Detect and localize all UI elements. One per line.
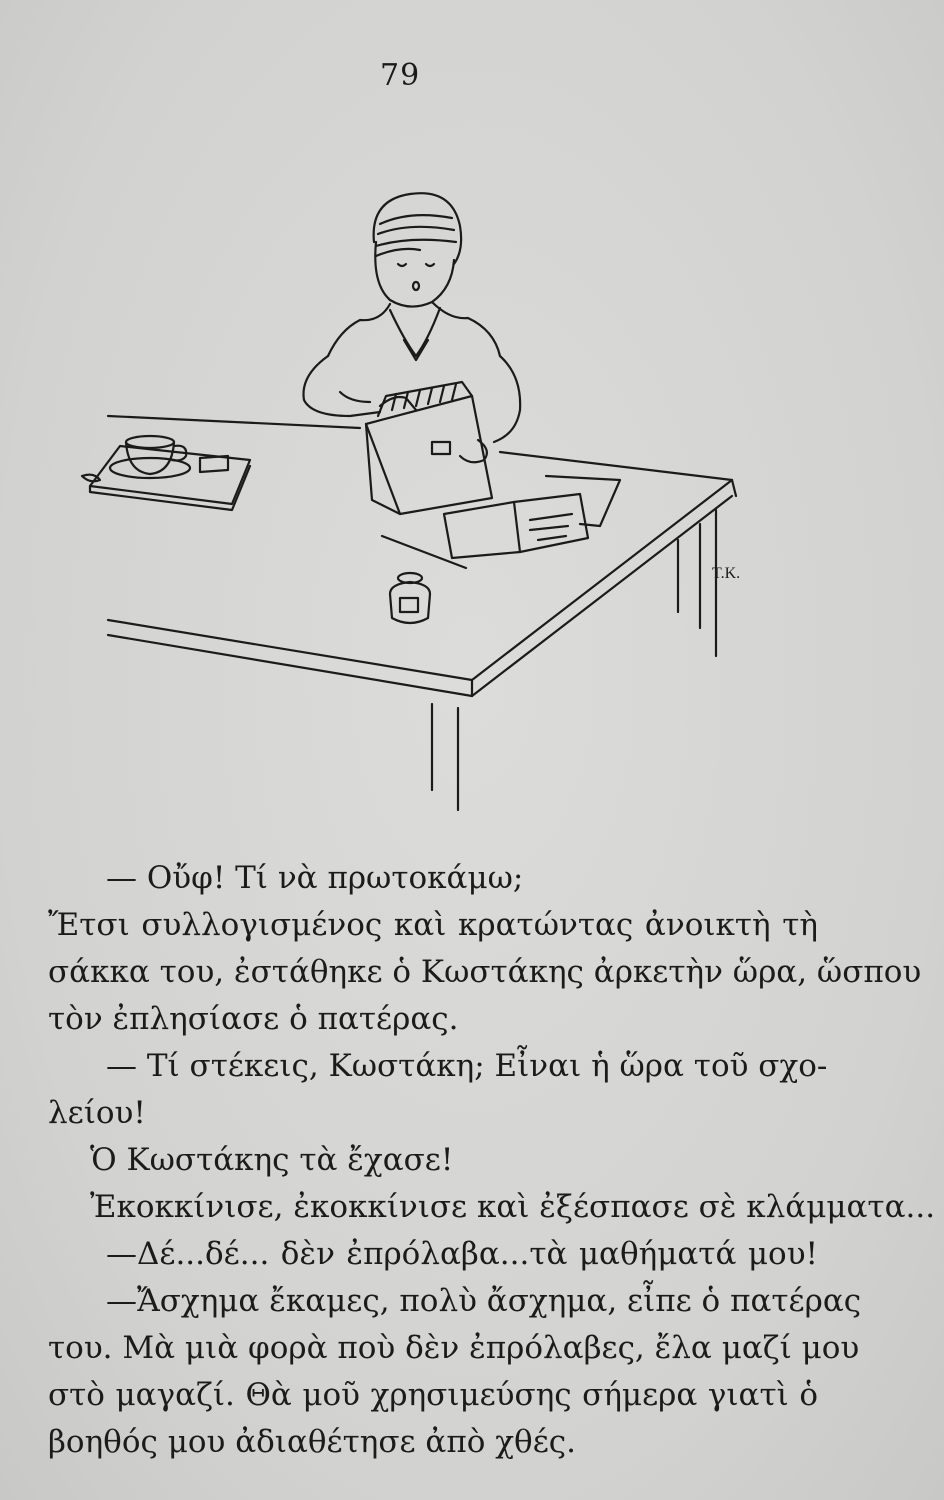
table	[108, 416, 736, 810]
open-book	[444, 476, 620, 558]
inkwell	[390, 573, 430, 623]
text-line: Ἐκοκκίνισε, ἐκοκκίνισε καὶ ἐξέσπασε σὲ κλάμματα...	[90, 1189, 936, 1225]
text-line: Ὁ Κωστάκης τὰ ἔχασε!	[90, 1142, 454, 1178]
boy	[304, 193, 521, 462]
text-line: σάκκα του, ἐστάθηκε ὁ Κωστάκης ἀρκετὴν ὥρα, ὥσπου	[48, 954, 922, 990]
text-line: — Οὔφ! Τί νὰ πρωτοκάμω;	[106, 860, 524, 896]
text-line: του. Μὰ μιὰ φορὰ ποὺ δὲν ἐπρόλαβες, ἔλα μαζί μου	[48, 1330, 860, 1366]
text-line: στὸ μαγαζί. Θὰ μοῦ χρησιμεύσης σήμερα γιατὶ ὁ	[48, 1377, 818, 1413]
text-line: —Δέ...δέ... δὲν ἐπρόλαβα...τὰ μαθήματά μου!	[106, 1236, 818, 1272]
tray-with-cup	[82, 436, 250, 510]
illustration-signature: Τ.Κ.	[712, 565, 741, 582]
text-line: — Τί στέκεις, Κωστάκη; Εἶναι ἡ ὥρα τοῦ σχο-	[106, 1048, 828, 1084]
boy-at-desk-illustration	[60, 180, 780, 830]
text-line: λείου!	[48, 1095, 146, 1131]
text-line: Ἔτσι συλλογισμένος καὶ κρατώντας ἀνοικτὴ τὴ	[48, 907, 818, 943]
page-number: 79	[380, 58, 421, 93]
body-text	[48, 855, 936, 1466]
text-line: τὸν ἐπλησίασε ὁ πατέρας.	[48, 1001, 459, 1037]
pen	[382, 536, 466, 568]
text-line: —Ἄσχημα ἔκαμες, πολὺ ἄσχημα, εἶπε ὁ πατέρας	[106, 1283, 862, 1319]
text-line: βοηθός μου ἀδιαθέτησε ἀπὸ χθές.	[48, 1424, 576, 1460]
